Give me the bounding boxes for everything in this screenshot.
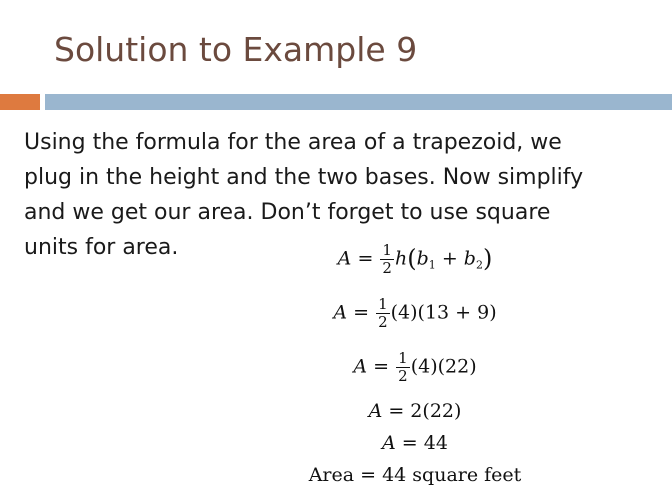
eq3-equals: =	[373, 355, 390, 378]
equation-result	[290, 432, 540, 454]
eq1-close-paren: )	[482, 244, 493, 273]
equation-trapezoid-formula	[290, 242, 540, 277]
eq2-fraction	[376, 296, 390, 331]
eq1-numerator: 1	[382, 241, 392, 259]
eq4-rest: = 2(22)	[382, 400, 462, 422]
eq2-denominator: 2	[378, 313, 388, 331]
eq5-lhs: A	[382, 432, 396, 454]
eq2-equals: =	[353, 301, 370, 324]
eq1-base2: b	[463, 247, 476, 270]
eq5-rest: = 44	[395, 432, 448, 454]
eq3-denominator: 2	[398, 367, 408, 385]
eq2-lhs: A	[333, 301, 348, 324]
equation-simplify	[290, 400, 540, 422]
eq1-open-paren: (	[407, 244, 417, 273]
eq4-lhs: A	[368, 400, 383, 422]
eq2-rest: (4)(13 + 9)	[390, 301, 497, 324]
eq1-equals: =	[357, 247, 374, 270]
eq1-fraction	[380, 242, 394, 277]
body-line-3: and we get our area. Don’t forget to use square	[24, 200, 551, 225]
eq3-rest: (4)(22)	[410, 355, 477, 378]
eq2-numerator: 1	[378, 295, 388, 313]
body-line-4: units for area.	[24, 235, 179, 260]
eq1-base2-subscript: 2	[475, 258, 483, 272]
equation-substitution	[290, 296, 540, 331]
title-accent-bar-orange	[0, 94, 40, 110]
title-accent-bar-blue	[45, 94, 672, 110]
eq1-base1: b	[416, 247, 429, 270]
eq1-lhs: A	[337, 247, 352, 270]
eq3-numerator: 1	[398, 349, 408, 367]
eq3-fraction	[396, 350, 410, 385]
eq1-plus: +	[441, 247, 458, 270]
equation-final-answer: Area = 44 square feet	[308, 464, 522, 486]
equation-sum-bases	[290, 350, 540, 385]
eq1-height: h	[394, 247, 408, 270]
eq1-denominator: 2	[382, 259, 392, 277]
eq3-lhs: A	[353, 355, 368, 378]
slide-title: Solution to Example 9	[54, 30, 418, 69]
body-line-2: plug in the height and the two bases. Now simplify	[24, 165, 584, 190]
eq1-base1-subscript: 1	[428, 258, 436, 272]
body-line-1: Using the formula for the area of a trapezoid, we	[24, 130, 562, 155]
